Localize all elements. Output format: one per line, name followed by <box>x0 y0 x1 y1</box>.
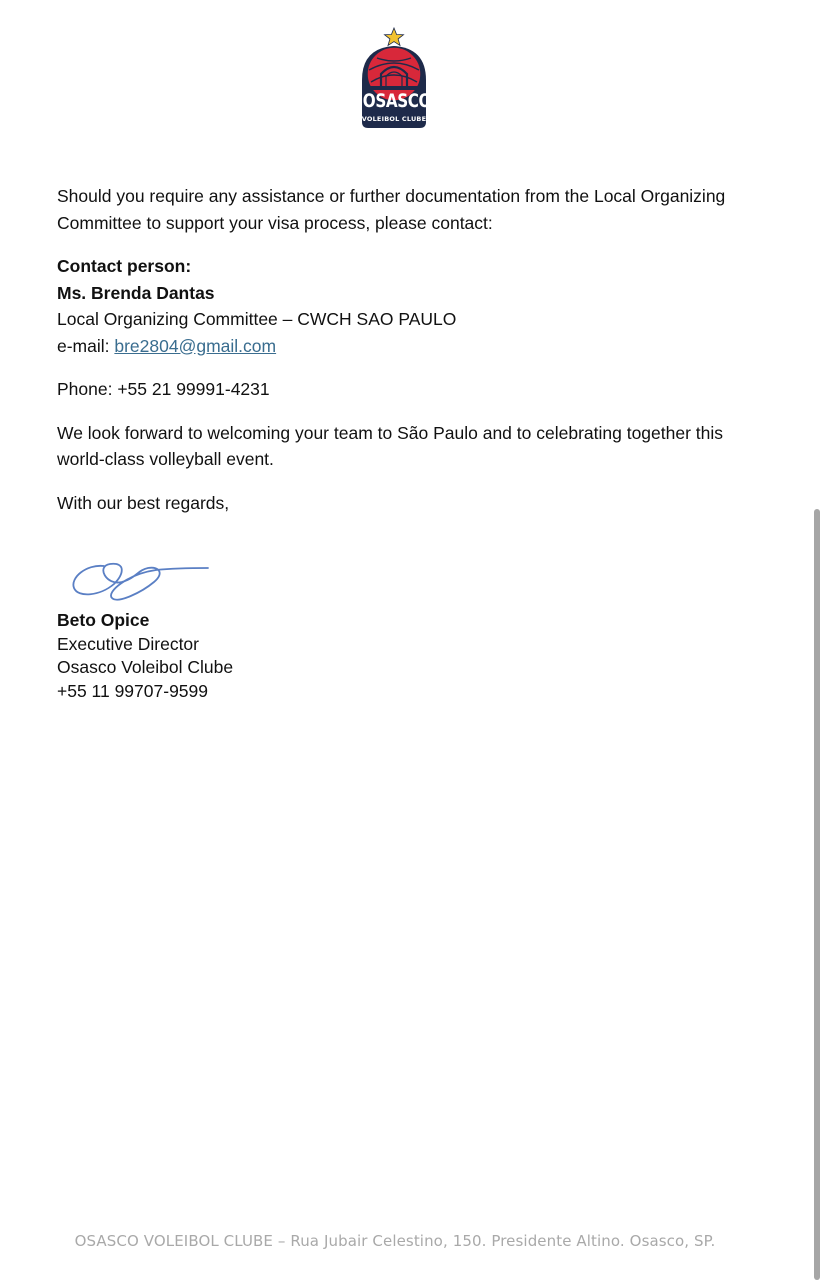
signer-name: Beto Opice <box>57 610 150 630</box>
email-label: e-mail: <box>57 335 115 356</box>
signature-icon <box>66 556 216 608</box>
closing-paragraph: We look forward to welcoming your team to São Paulo and to celebrating together this world-class volleyball event. <box>57 422 724 469</box>
contact-block <box>57 253 767 359</box>
signer-title: Executive Director <box>57 633 199 654</box>
logo-subtitle: VOLEIBOL CLUBE <box>361 115 427 123</box>
contact-organization: Local Organizing Committee – CWCH SAO PAULO <box>57 309 457 329</box>
email-link[interactable]: bre2804@gmail.com <box>114 335 277 356</box>
contact-heading: Contact person: <box>57 256 192 276</box>
contact-email-line <box>57 333 767 360</box>
logo-wordmark: OSASCO <box>362 90 432 112</box>
contact-name: Ms. Brenda Dantas <box>57 282 215 303</box>
signer-block <box>57 609 233 703</box>
regards: With our best regards, <box>57 492 230 513</box>
vertical-scrollbar[interactable] <box>814 509 820 1280</box>
signer-organization: Osasco Voleibol Clube <box>57 657 234 677</box>
club-logo <box>355 26 433 130</box>
contact-phone: Phone: +55 21 99991-4231 <box>57 379 270 399</box>
footer-address: OSASCO VOLEIBOL CLUBE – Rua Jubair Celestino, 150. Presidente Altino. Osasco, SP. <box>74 1232 716 1250</box>
intro-paragraph: Should you require any assistance or further documentation from the Local Organizing Committee to support your visa process, please contact: <box>57 186 726 233</box>
letter-body <box>57 183 767 516</box>
signer-phone: +55 11 99707-9599 <box>57 680 208 701</box>
